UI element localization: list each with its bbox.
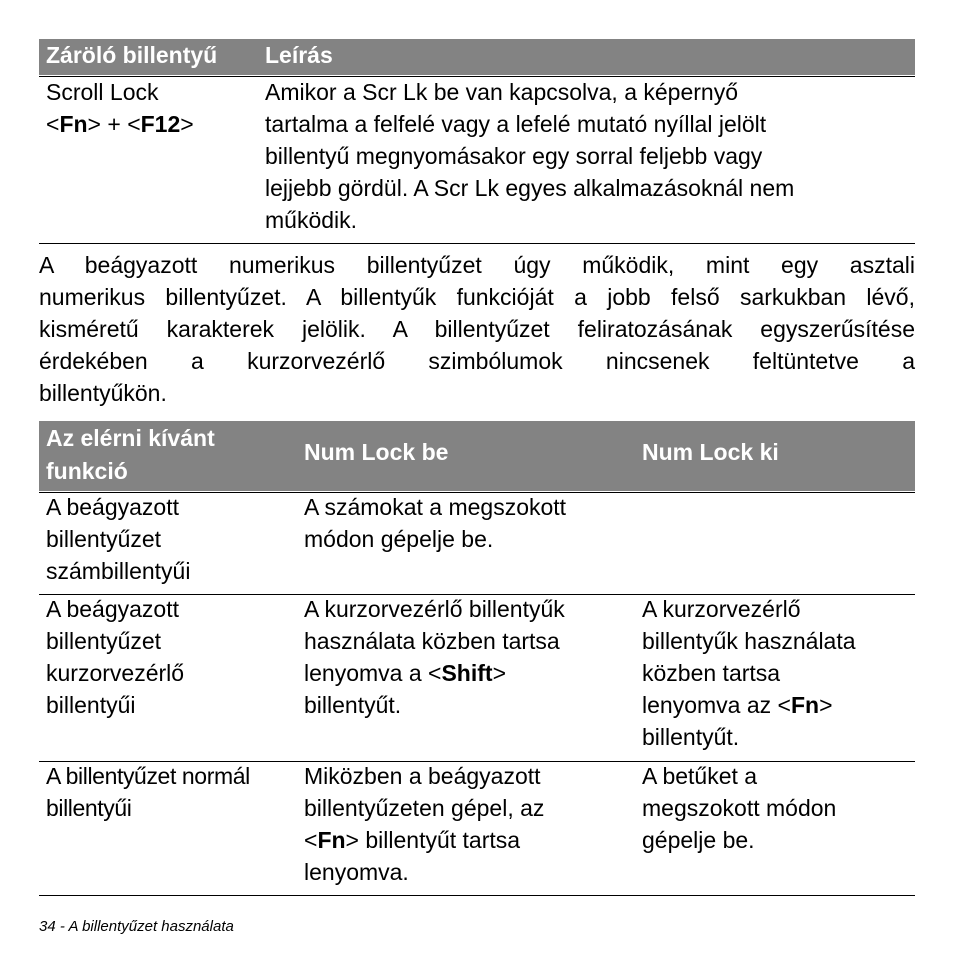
cell-line: lenyomva a <Shift> xyxy=(304,660,506,686)
paragraph-line: A beágyazott numerikus billentyűzet úgy működik, mint egy asztali xyxy=(39,252,915,278)
cell-line: lenyomva. xyxy=(304,859,409,885)
cell-line: billentyűt. xyxy=(642,724,740,750)
cell-line: billentyűzet xyxy=(46,628,162,654)
cell-line: billentyűk használata xyxy=(642,628,856,654)
cell-line: A kurzorvezérlő xyxy=(642,596,801,622)
cell-line: módon gépelje be. xyxy=(304,526,494,552)
cell-line: számbillentyűi xyxy=(46,558,191,584)
cell-line: lenyomva az <Fn> xyxy=(642,692,833,718)
table1-desc-line: tartalma a felfelé vagy a lefelé mutató nyíllal jelölt xyxy=(265,111,767,137)
table2-row2-col2 xyxy=(304,593,565,721)
cell-line: <Fn> billentyűt tartsa xyxy=(304,827,521,853)
cell-line: Miközben a beágyazott xyxy=(304,763,541,789)
cell-line: billentyűzeten gépel, az xyxy=(304,795,545,821)
table1-header-col1: Záröló billentyű xyxy=(46,42,218,68)
table2-header xyxy=(39,421,915,491)
table1-key-cell xyxy=(46,76,194,140)
cell-line: A beágyazott xyxy=(46,494,179,520)
cell-line: kurzorvezérlő xyxy=(46,660,185,686)
paragraph-line: numerikus billentyűzet. A billentyűk funkcióját a jobb felső sarkukban lévő, xyxy=(39,284,915,310)
table2-header-col1-line: Az elérni kívánt xyxy=(46,425,215,451)
paragraph-line: érdekében a kurzorvezérlő szimbólumok nincsenek feltüntetve a xyxy=(39,348,915,374)
paragraph-line: kisméretű karakterek jelölik. A billentyűzet feliratozásának egyszerűsítése xyxy=(39,316,915,342)
table2-row2-col1 xyxy=(46,593,184,721)
cell-line: billentyűi xyxy=(46,795,132,821)
table1-header-col2: Leírás xyxy=(265,42,333,68)
cell-line: A számokat a megszokott xyxy=(304,494,567,520)
table1-description-cell xyxy=(265,76,794,236)
table2-row3-col1 xyxy=(46,760,250,824)
cell-line: használata közben tartsa xyxy=(304,628,560,654)
table2-row1-col1 xyxy=(46,491,190,587)
table1-bottom-rule xyxy=(39,243,915,244)
table1-header xyxy=(39,39,915,75)
table1-desc-line: lejjebb gördül. A Scr Lk egyes alkalmazásoknál nem xyxy=(265,175,795,201)
cell-line: A betűket a xyxy=(642,763,758,789)
table1-key-line2: <Fn> + <F12> xyxy=(46,111,194,137)
table2-header-col3: Num Lock ki xyxy=(642,439,779,465)
table2-row1-col2 xyxy=(304,491,566,555)
table1-desc-line: Amikor a Scr Lk be van kapcsolva, a képernyő xyxy=(265,79,739,105)
table2-row3-col3 xyxy=(642,760,836,856)
table2-row3-col2 xyxy=(304,760,544,888)
table2-bottom-rule xyxy=(39,895,915,896)
table2-header-col1 xyxy=(46,422,215,488)
cell-line: A kurzorvezérlő billentyűk xyxy=(304,596,565,622)
table1-desc-line: működik. xyxy=(265,207,358,233)
page-footer: 34 - A billentyűzet használata xyxy=(39,918,234,935)
table2-row2-col3 xyxy=(642,593,856,753)
paragraph-line: billentyűkön. xyxy=(39,380,167,406)
cell-line: billentyűt. xyxy=(304,692,402,718)
table2-header-col2: Num Lock be xyxy=(304,439,449,465)
table1-desc-line: billentyű megnyomásakor egy sorral feljebb vagy xyxy=(265,143,763,169)
cell-line: közben tartsa xyxy=(642,660,781,686)
cell-line: A billentyűzet normál xyxy=(46,763,250,789)
body-paragraph xyxy=(39,249,915,409)
cell-line: billentyűi xyxy=(46,692,136,718)
table2-header-col1-line: funkció xyxy=(46,458,128,484)
cell-line: megszokott módon xyxy=(642,795,837,821)
cell-line: billentyűzet xyxy=(46,526,162,552)
cell-line: gépelje be. xyxy=(642,827,755,853)
table1-key-line1: Scroll Lock xyxy=(46,79,159,105)
cell-line: A beágyazott xyxy=(46,596,179,622)
